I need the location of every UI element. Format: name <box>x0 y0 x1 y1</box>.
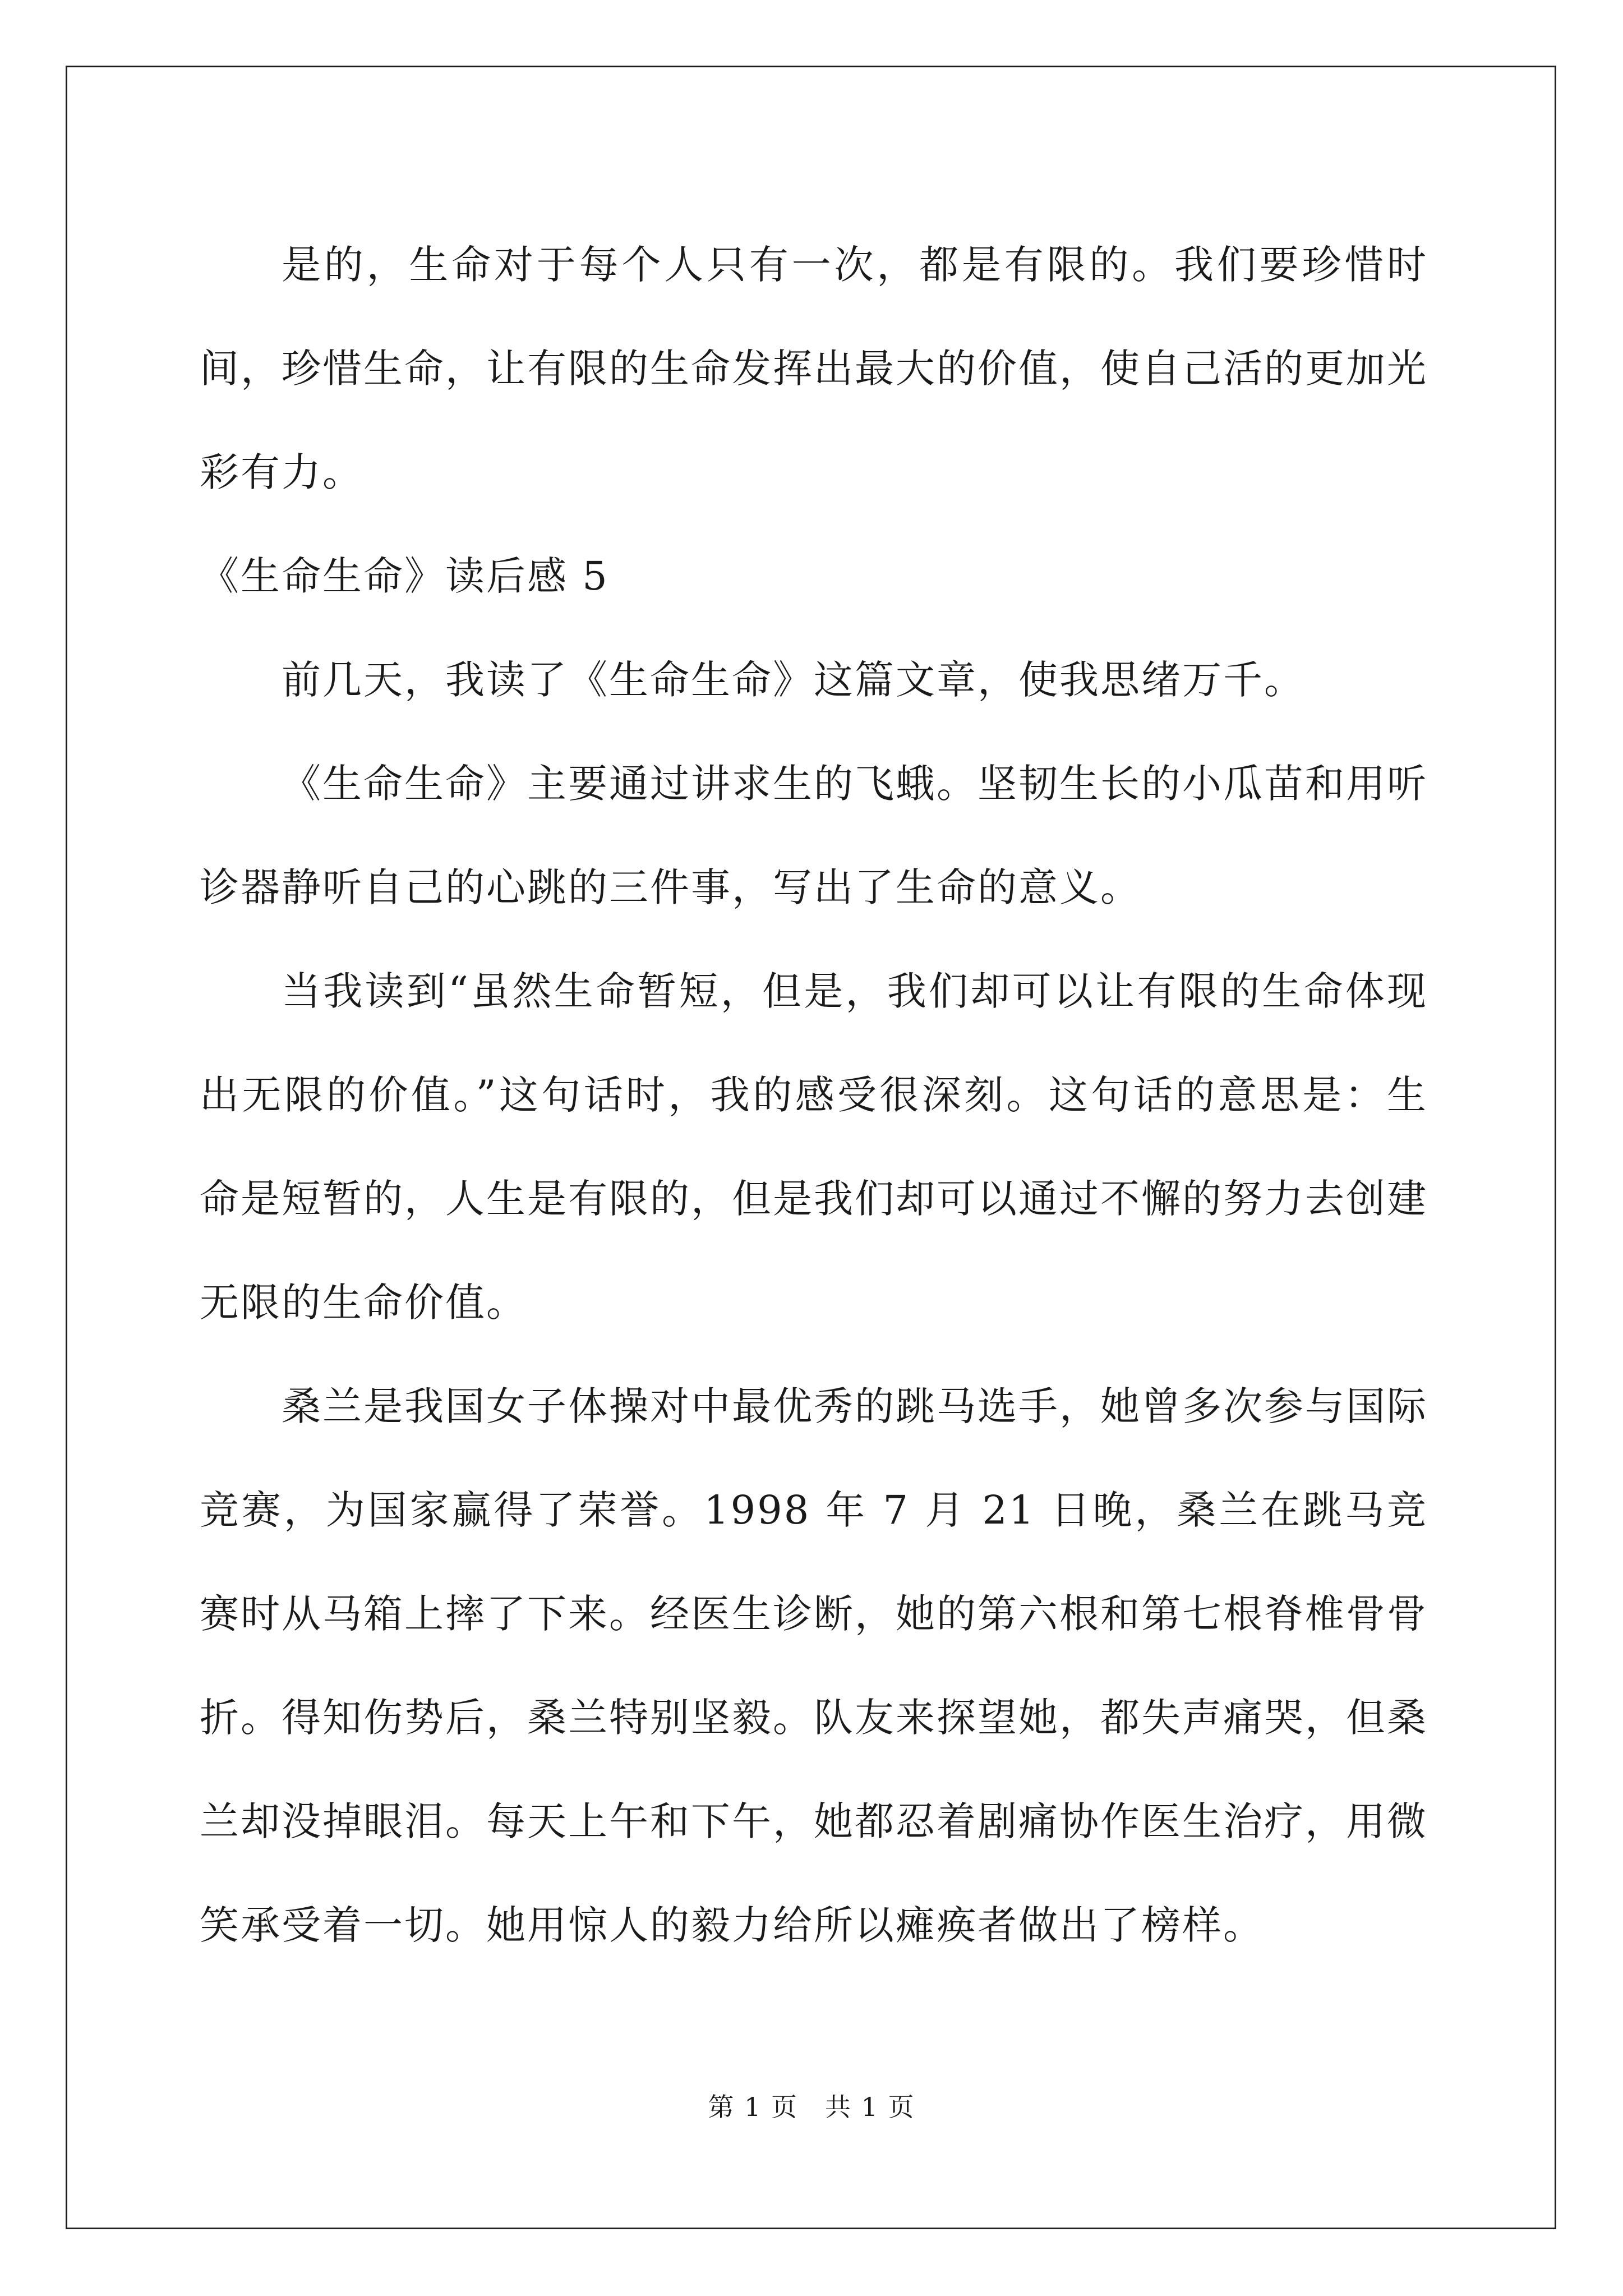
paragraph: 当我读到“虽然生命暂短，但是，我们却可以让有限的生命体现出无限的价值。”这句话时，我的感受很深刻。这句话的意思是：生命是短暂的，人生是有限的，但是我们却可以通过不懈的努力去创建无限的生命价值。 <box>200 968 1428 1326</box>
paragraph: 前几天，我读了《生命生命》这篇文章，使我思绪万千。 <box>282 657 1305 703</box>
paragraph: 是的，生命对于每个人只有一次，都是有限的。我们要珍惜时间，珍惜生命，让有限的生命发挥出最大的价值，使自己活的更加光彩有力。 <box>200 242 1428 495</box>
paragraph: 桑兰是我国女子体操对中最优秀的跳马选手，她曾多次参与国际竞赛，为国家赢得了荣誉。1998 年 7 月 21 日晚，桑兰在跳马竞赛时从马箱上摔了下来。经医生诊断，她的第六根和第七根脊椎骨骨折。得知伤势后，桑兰特别坚毅。队友来探望她，都失声痛哭，但桑兰却没掉眼泪。每天上午和下午，她都忍着剧痛协作医生治疗，用微笑承受着一切。她用惊人的毅力给所以瘫痪者做出了榜样。 <box>200 1383 1428 1948</box>
paragraph: 《生命生命》主要通过讲求生的飞蛾。坚韧生长的小瓜苗和用听诊器静听自己的心跳的三件事，写出了生命的意义。 <box>200 761 1428 910</box>
page-footer: 第 1 页 共 1 页 <box>708 2092 915 2122</box>
section-heading: 《生命生命》读后感 5 <box>200 553 609 599</box>
document-body <box>200 213 1428 1977</box>
